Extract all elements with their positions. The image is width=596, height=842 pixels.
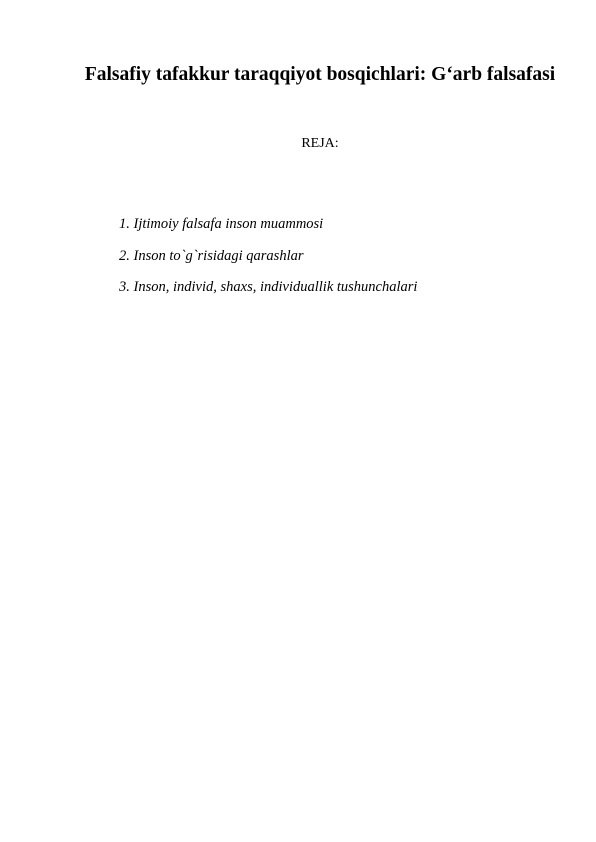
plan-item-1: 1. Ijtimoiy falsafa inson muammosi: [119, 216, 324, 232]
plan-heading: REJA:: [301, 136, 339, 151]
document-title: Falsafiy tafakkur taraqqiyot bosqichlari: G‘arb falsafasi: [84, 64, 556, 85]
plan-list: [119, 216, 417, 311]
plan-item-3: 3. Inson, individ, shaxs, individuallik tushunchalari: [119, 279, 418, 295]
plan-item-2: 2. Inson to`g`risidagi qarashlar: [119, 247, 304, 264]
